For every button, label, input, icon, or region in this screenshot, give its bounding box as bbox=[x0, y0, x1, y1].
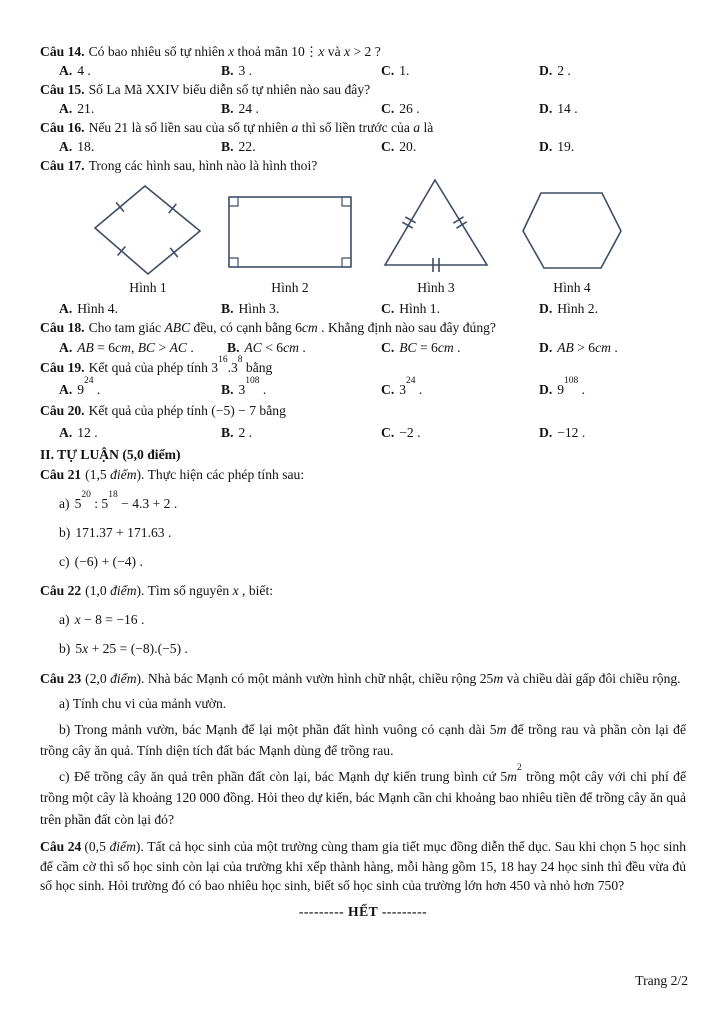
option-value: 24 . bbox=[238, 101, 259, 116]
item-letter: b) bbox=[59, 640, 71, 656]
answer-options bbox=[40, 99, 686, 118]
option-value: AB > 6cm . bbox=[557, 340, 618, 355]
question-body: Thực hiện các phép tính sau: bbox=[147, 466, 305, 482]
item-value: x − 8 = −16 . bbox=[74, 611, 145, 627]
question-points: (1,0 điểm). bbox=[85, 582, 145, 598]
question-21 bbox=[40, 465, 686, 572]
question-label: Câu 24 bbox=[40, 839, 82, 854]
figures-row bbox=[40, 175, 686, 297]
question-label: Câu 14. bbox=[40, 44, 85, 59]
option-b bbox=[221, 299, 381, 318]
question-body: Kết quả của phép tính $3^{16}.3^8$ bằng bbox=[88, 354, 273, 375]
option-c bbox=[381, 422, 539, 444]
option-a bbox=[59, 299, 221, 318]
item-b bbox=[59, 523, 686, 543]
question-body: Cho tam giác ABC đều, có cạnh bằng 6cm . Khẳng định nào sau đây đúng? bbox=[88, 320, 496, 335]
answer-options bbox=[40, 422, 686, 444]
option-letter: A. bbox=[59, 340, 73, 355]
item-letter: b) bbox=[59, 524, 71, 540]
section-2-title: II. TỰ LUẬN (5,0 điểm) bbox=[40, 446, 181, 462]
question-label: Câu 17. bbox=[40, 158, 85, 173]
question-text bbox=[40, 668, 686, 690]
item-value: 5x + 25 = (−8).(−5) . bbox=[75, 640, 188, 656]
option-d bbox=[539, 299, 686, 318]
item-c bbox=[59, 552, 686, 572]
option-c bbox=[381, 338, 539, 357]
option-letter: B. bbox=[221, 381, 234, 397]
question-body: Nếu 21 là số liền sau của số tự nhiên a thì số liền trước của a là bbox=[88, 120, 434, 135]
answer-options bbox=[40, 338, 686, 357]
answer-options bbox=[40, 61, 686, 80]
option-letter: D. bbox=[539, 301, 553, 316]
page-number: Trang 2/2 bbox=[635, 973, 688, 988]
question-label: Câu 21 bbox=[40, 466, 82, 482]
option-value: 22. bbox=[238, 139, 256, 154]
item-a bbox=[59, 610, 686, 630]
question-label: Câu 16. bbox=[40, 120, 85, 135]
option-value: 20. bbox=[399, 139, 417, 154]
option-letter: D. bbox=[539, 139, 553, 154]
question-19 bbox=[40, 354, 686, 400]
option-value: 2 . bbox=[238, 425, 253, 440]
figure-caption: Hình 1 bbox=[129, 280, 167, 295]
figure-caption: Hình 2 bbox=[271, 280, 309, 295]
option-letter: A. bbox=[59, 63, 73, 78]
option-value: 21. bbox=[77, 101, 95, 116]
rectangle-figure-icon bbox=[227, 195, 353, 269]
option-letter: D. bbox=[539, 425, 553, 440]
question-17 bbox=[40, 156, 686, 318]
option-c bbox=[381, 99, 539, 118]
option-value: AC < 6cm . bbox=[244, 340, 306, 355]
option-value: −2 . bbox=[399, 425, 421, 440]
option-value: 3 . bbox=[238, 63, 253, 78]
question-label: Câu 20. bbox=[40, 403, 85, 418]
option-letter: D. bbox=[539, 101, 553, 116]
question-body: Trong các hình sau, hình nào là hình thoi? bbox=[88, 158, 318, 173]
option-value: 19. bbox=[557, 139, 575, 154]
option-d bbox=[539, 137, 686, 156]
question-15 bbox=[40, 80, 686, 118]
question-label: Câu 15. bbox=[40, 82, 85, 97]
option-a bbox=[59, 61, 221, 80]
option-letter: C. bbox=[381, 139, 395, 154]
option-a bbox=[59, 376, 221, 401]
item-value: $5^{20}$ : $5^{18} - 4.3 + 2$ . bbox=[74, 490, 178, 511]
option-c bbox=[381, 376, 539, 401]
question-23 bbox=[40, 668, 686, 831]
part-b: b) Trong mảnh vườn, bác Mạnh để lại một phần đất hình vuông có cạnh dài 5m để trồng rau và phần còn lại để trồng cây ăn quả. Tính diện tích đất bác Mạnh dùng để trồng rau. bbox=[40, 721, 686, 758]
option-letter: A. bbox=[59, 101, 73, 116]
option-letter: B. bbox=[221, 301, 234, 316]
question-label: Câu 18. bbox=[40, 320, 85, 335]
question-label: Câu 19. bbox=[40, 360, 85, 375]
item-letter: a) bbox=[59, 495, 70, 511]
rhombus-figure-icon bbox=[93, 183, 203, 277]
question-body: Số La Mã XXIV biểu diễn số tự nhiên nào sau đây? bbox=[88, 82, 371, 97]
option-b bbox=[221, 422, 381, 444]
option-value: 26 . bbox=[399, 101, 420, 116]
option-value: Hình 2. bbox=[557, 301, 598, 316]
option-letter: D. bbox=[539, 340, 553, 355]
option-value: 12 . bbox=[77, 425, 98, 440]
answer-options bbox=[40, 299, 686, 318]
option-value: 18. bbox=[77, 139, 95, 154]
option-value: BC = 6cm . bbox=[399, 340, 461, 355]
option-letter: C. bbox=[381, 101, 395, 116]
question-14 bbox=[40, 42, 686, 80]
option-value: $9^{108}$ . bbox=[557, 376, 586, 397]
option-c bbox=[381, 299, 539, 318]
option-value: Hình 3. bbox=[238, 301, 280, 316]
option-a bbox=[59, 422, 221, 444]
option-letter: B. bbox=[221, 63, 234, 78]
option-c bbox=[381, 61, 539, 80]
question-text bbox=[40, 318, 686, 338]
option-b bbox=[227, 338, 381, 357]
option-value: 14 . bbox=[557, 101, 578, 116]
option-letter: A. bbox=[59, 301, 73, 316]
option-a bbox=[59, 99, 221, 118]
option-value: 2 . bbox=[557, 63, 571, 78]
question-body: Tìm số nguyên x , biết: bbox=[147, 582, 273, 598]
item-a bbox=[59, 490, 686, 514]
question-text bbox=[40, 400, 686, 422]
option-letter: A. bbox=[59, 425, 73, 440]
question-16 bbox=[40, 118, 686, 156]
option-letter: C. bbox=[381, 340, 395, 355]
option-value: 4 . bbox=[77, 63, 91, 78]
figure-hinh-4 bbox=[507, 191, 637, 297]
option-value: Hình 1. bbox=[399, 301, 440, 316]
question-24 bbox=[40, 837, 686, 896]
option-letter: A. bbox=[59, 381, 73, 397]
option-letter: C. bbox=[381, 63, 395, 78]
option-value: $3^{108}$ . bbox=[238, 376, 267, 397]
question-text bbox=[40, 354, 686, 379]
figure-hinh-1 bbox=[83, 183, 213, 297]
end-marker: --------- HẾT --------- bbox=[298, 903, 428, 919]
triangle-figure-icon bbox=[383, 177, 489, 274]
question-text bbox=[40, 156, 686, 175]
question-20 bbox=[40, 400, 686, 444]
answer-options bbox=[40, 137, 686, 156]
item-b bbox=[59, 639, 686, 659]
part-a: a) Tính chu vi của mảnh vườn. bbox=[59, 696, 227, 711]
option-value: AB = 6cm, BC > AC . bbox=[77, 340, 194, 355]
option-value: Hình 4. bbox=[77, 301, 118, 316]
question-body: Nhà bác Mạnh có một mảnh vườn hình chữ nhật, chiều rộng 25m và chiều dài gấp đôi chiều rộng. bbox=[147, 670, 681, 686]
item-letter: a) bbox=[59, 611, 70, 627]
option-value: $3^{24}$ . bbox=[399, 376, 423, 397]
option-letter: B. bbox=[227, 340, 240, 355]
figure-hinh-2 bbox=[225, 195, 355, 297]
question-18 bbox=[40, 318, 686, 357]
question-points: (0,5 điểm). bbox=[84, 839, 144, 854]
option-d bbox=[539, 99, 686, 118]
option-d bbox=[539, 376, 686, 401]
figure-caption: Hình 4 bbox=[553, 280, 591, 295]
option-letter: A. bbox=[59, 139, 73, 154]
option-value: 1. bbox=[399, 63, 410, 78]
option-letter: C. bbox=[381, 301, 395, 316]
option-b bbox=[221, 137, 381, 156]
option-letter: D. bbox=[539, 381, 553, 397]
option-d bbox=[539, 422, 686, 444]
question-22 bbox=[40, 581, 686, 659]
option-letter: B. bbox=[221, 425, 234, 440]
figure-caption: Hình 3 bbox=[417, 280, 455, 295]
answer-options bbox=[40, 376, 686, 401]
question-body: Tất cả học sinh của một trường cùng tham gia tiết mục đồng diễn thể dục. Sau khi chọn 5 học sinh để cầm cờ thì số học sinh còn lại của trường khi xếp thành hàng, mỗi hàng gồm 15, 18 hay 24 học sinh thì đều vừa đủ số học sinh. Hỏi trường đó có bao nhiêu học sinh, biết số học sinh của trường lớn hơn 450 và nhỏ hơn 750? bbox=[40, 839, 686, 893]
option-d bbox=[539, 338, 686, 357]
item-letter: c) bbox=[59, 553, 70, 569]
option-c bbox=[381, 137, 539, 156]
option-a bbox=[59, 338, 227, 357]
part-c: c) Để trồng cây ăn quả trên phần đất còn lại, bác Mạnh dự kiến trung bình cứ $5m^2$ trồng một cây với chi phí để trồng một cây là khoảng 120 000 đồng. Hỏi theo dự kiến, bác Mạnh cần chi khoảng bao nhiêu tiền để trồng cây ăn quả trên phần đất còn lại đó? bbox=[40, 763, 686, 827]
item-value: 171.37 + 171.63 . bbox=[75, 524, 172, 540]
question-label: Câu 23 bbox=[40, 670, 82, 686]
option-letter: C. bbox=[381, 381, 395, 397]
question-body: Kết quả của phép tính (−5) − 7 bằng bbox=[88, 403, 286, 418]
question-text bbox=[40, 118, 686, 137]
figure-hinh-3 bbox=[371, 177, 501, 297]
option-letter: D. bbox=[539, 63, 553, 78]
question-label: Câu 22 bbox=[40, 582, 82, 598]
option-letter: B. bbox=[221, 101, 234, 116]
option-letter: B. bbox=[221, 139, 234, 154]
option-a bbox=[59, 137, 221, 156]
question-text bbox=[40, 465, 686, 485]
hexagon-figure-icon bbox=[521, 191, 623, 270]
question-body: Có bao nhiêu số tự nhiên x thoả mãn 10⋮x và x > 2 ? bbox=[88, 44, 381, 59]
question-text bbox=[40, 80, 686, 99]
option-letter: C. bbox=[381, 425, 395, 440]
option-b bbox=[221, 61, 381, 80]
question-text bbox=[40, 581, 686, 601]
option-value: $9^{24}$ . bbox=[77, 376, 101, 397]
option-value: −12 . bbox=[557, 425, 586, 440]
option-b bbox=[221, 99, 381, 118]
option-b bbox=[221, 376, 381, 401]
question-points: (2,0 điểm). bbox=[85, 670, 145, 686]
question-text bbox=[40, 42, 686, 61]
item-value: (−6) + (−4) . bbox=[74, 553, 143, 569]
option-d bbox=[539, 61, 686, 80]
question-points: (1,5 điểm). bbox=[85, 466, 145, 482]
